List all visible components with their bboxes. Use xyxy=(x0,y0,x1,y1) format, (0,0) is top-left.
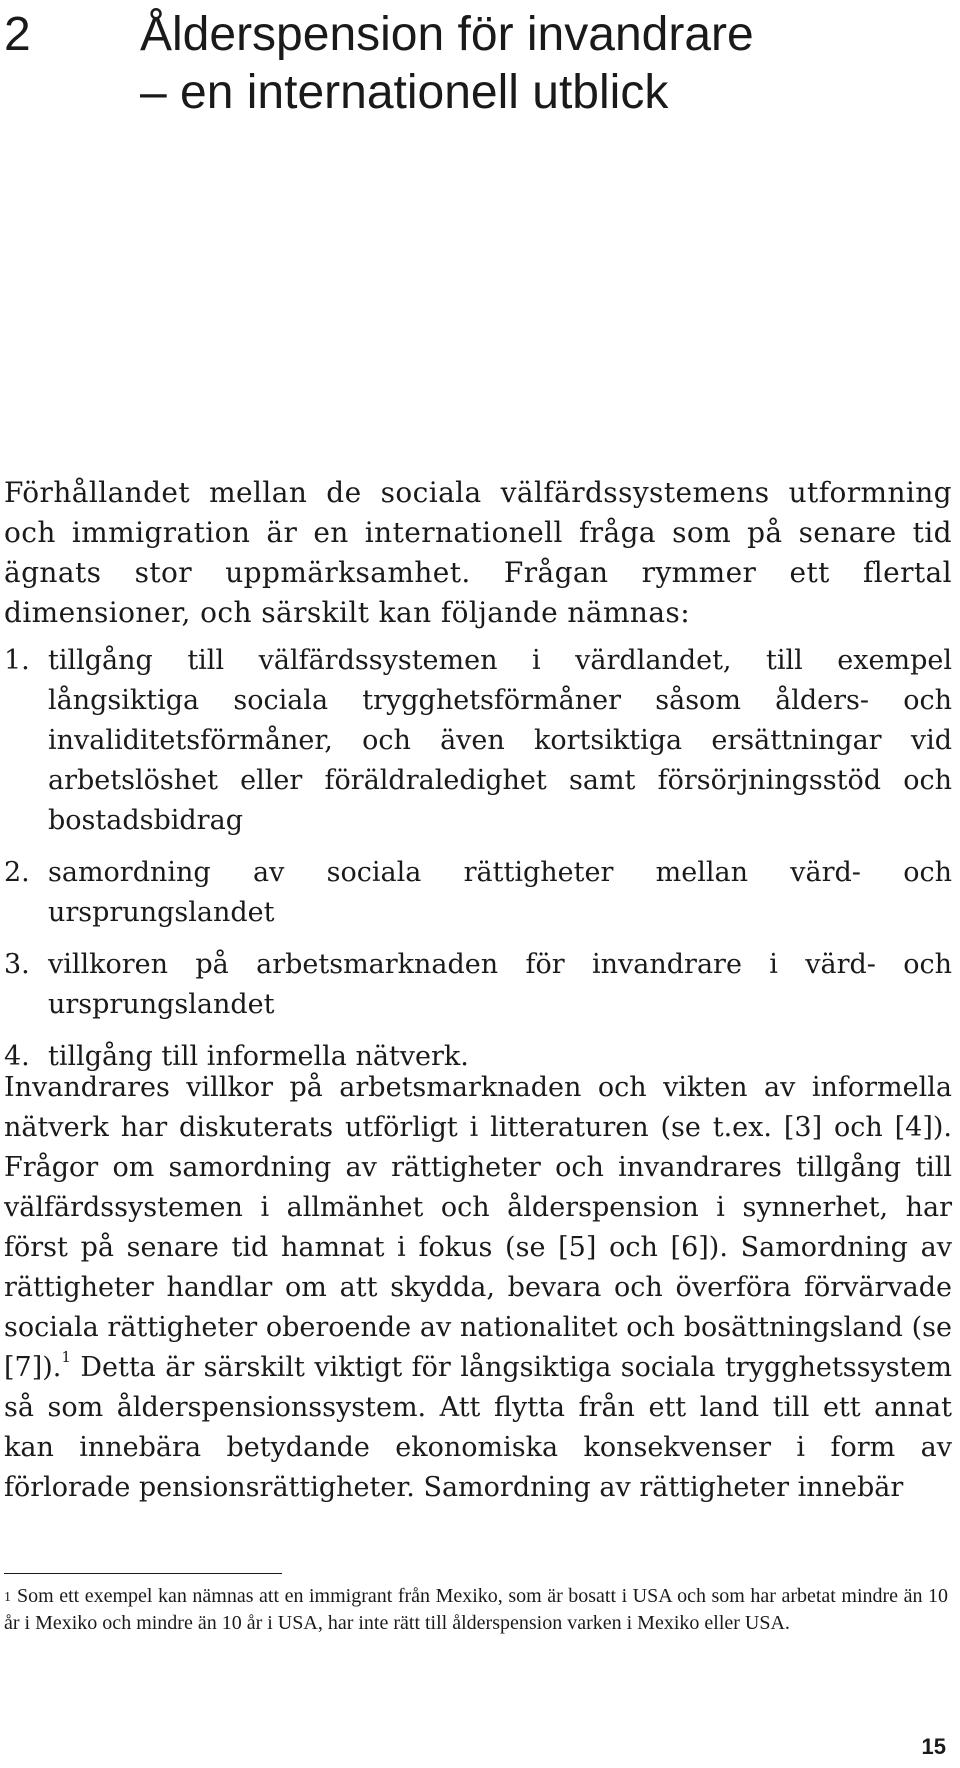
list-item-text: tillgång till välfärdssystemen i värdlandet, till exempel långsiktiga sociala trygghetsförmåner såsom ålders- och invaliditetsförmåner, och även kortsiktiga ersättningar vid arbetslöshet eller föräldraledighet samt försörjningsstöd och bostadsbidrag xyxy=(48,645,952,836)
page-number: 15 xyxy=(921,1734,946,1759)
chapter-number: 2 xyxy=(4,8,31,61)
footnote-reference[interactable]: 1 xyxy=(61,1348,71,1366)
list-item-number: 3. xyxy=(4,949,30,980)
main-paragraph-part-2: Detta är särskilt viktigt för långsiktiga sociala trygghetssystem så som ålderspensionssystem. Att flytta från ett land till ett annat kan innebära betydande ekonomiska konsekvenser i form av förlorade pensionsrättigheter. Samordning av rättigheter innebär xyxy=(4,1352,952,1503)
footnote xyxy=(4,1583,948,1637)
list-item-number: 1. xyxy=(4,645,30,676)
intro-paragraph: Förhållandet mellan de sociala välfärdssystemens utformning och immigration är en internationell fråga som på senare tid ägnats stor uppmärksamhet. Frågan rymmer ett flertal dimensioner, och särskilt kan följande nämnas: xyxy=(4,476,952,629)
list-item-text: tillgång till informella nätverk. xyxy=(48,1041,469,1072)
footnote-marker: 1 xyxy=(4,1590,11,1605)
list-item-number: 4. xyxy=(4,1041,30,1072)
footnote-divider xyxy=(4,1573,282,1574)
main-paragraph xyxy=(4,1068,952,1508)
list-item xyxy=(4,641,952,841)
list-item-text: samordning av sociala rättigheter mellan värd- och ursprungslandet xyxy=(48,857,952,928)
list-item-number: 2. xyxy=(4,857,30,888)
dimension-list xyxy=(4,641,952,1089)
chapter-title-line-1: Ålderspension för invandrare xyxy=(140,8,754,61)
list-item xyxy=(4,945,952,1025)
chapter-title-line-2: – en internationell utblick xyxy=(140,66,669,119)
chapter-title xyxy=(140,6,754,122)
main-paragraph-part-1: Invandrares villkor på arbetsmarknaden och vikten av informella nätverk har diskuterats utförligt i litteraturen (se t.ex. [3] och [4]). Frågor om samordning av rättigheter och invandrares tillgång till välfärdssystemen i allmänhet och ålderspension i synnerhet, har först på senare tid hamnat i fokus (se [5] och [6]). Samordning av rättigheter handlar om att skydda, bevara och överföra förvärvade sociala rättigheter oberoende av nationalitet och bosättningsland (se [7]). xyxy=(4,1072,952,1383)
footnote-text: Som ett exempel kan nämnas att en immigrant från Mexiko, som är bosatt i USA och som har arbetat mindre än 10 år i Mexiko och mindre än 10 år i USA, har inte rätt till ålderspension varken i Mexiko eller USA. xyxy=(4,1585,948,1634)
list-item xyxy=(4,853,952,933)
list-item-text: villkoren på arbetsmarknaden för invandrare i värd- och ursprungslandet xyxy=(48,949,952,1020)
